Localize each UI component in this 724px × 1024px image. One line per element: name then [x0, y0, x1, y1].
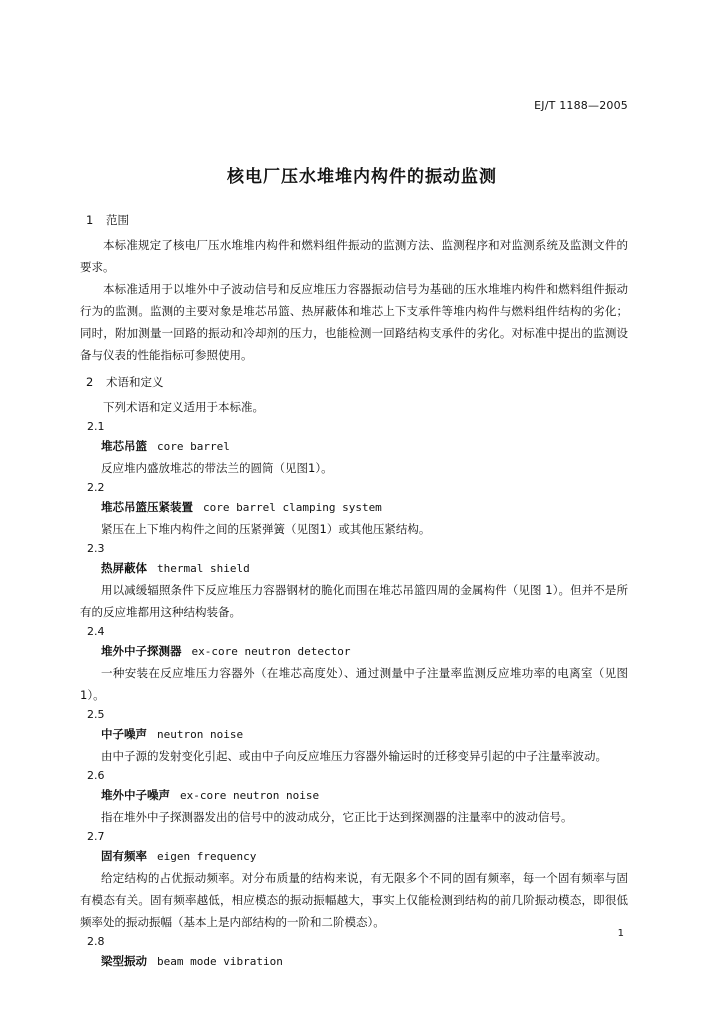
term-en: thermal shield [157, 562, 250, 575]
term-number: 2.8 [87, 935, 105, 948]
term-zh: 堆芯吊篮压紧装置 [101, 500, 193, 514]
term-title [101, 951, 628, 972]
term-en: core barrel [157, 440, 230, 453]
term-en: beam mode vibration [157, 955, 283, 968]
section-title: 术语和定义 [106, 375, 164, 389]
section-title: 范围 [106, 213, 129, 227]
term-title [101, 846, 628, 867]
term-entry [80, 706, 628, 767]
term-entry [80, 767, 628, 828]
section-number: 2 [86, 375, 94, 389]
term-title [101, 724, 628, 745]
term-title [101, 497, 628, 518]
term-title [101, 785, 628, 806]
term-en: core barrel clamping system [203, 501, 382, 514]
term-definition: 由中子源的发射变化引起、或由中子向反应堆压力容器外输运时的迁移变异引起的中子注量率波动。 [101, 749, 607, 763]
term-en: neutron noise [157, 728, 244, 741]
term-entry [80, 828, 628, 933]
term-definition: 指在堆外中子探测器发出的信号中的波动成分，它正比于达到探测器的注量率中的波动信号。 [101, 810, 573, 824]
term-number: 2.7 [87, 830, 105, 843]
document-body [80, 210, 628, 972]
term-en: ex-core neutron detector [191, 645, 351, 658]
term-zh: 堆外中子噪声 [101, 788, 170, 802]
paragraph: 本标准规定了核电厂压水堆堆内构件和燃料组件振动的监测方法、监测程序和对监测系统及监测文件的要求。 [80, 238, 628, 274]
term-number: 2.4 [87, 625, 105, 638]
term-entry [80, 623, 628, 706]
document-title: 核电厂压水堆堆内构件的振动监测 [227, 167, 497, 187]
paragraph: 本标准适用于以堆外中子波动信号和反应堆压力容器振动信号为基础的压水堆堆内构件和燃料组件振动行为的监测。监测的主要对象是堆芯吊篮、热屏蔽体和堆芯上下支承件等堆内构件与燃料组件结构的劣化；同时，附加测量一回路的振动和冷却剂的压力，也能检测一回路结构支承件的劣化。对标准中提出的监测设备与仪表的性能指标可参照使用。 [80, 282, 628, 362]
term-title [101, 436, 628, 457]
section-number: 1 [86, 213, 94, 227]
term-definition: 紧压在上下堆内构件之间的压紧弹簧（见图1）或其他压紧结构。 [101, 522, 431, 536]
standard-number: EJ/T 1188—2005 [534, 99, 628, 112]
term-entry [80, 540, 628, 623]
section-heading-scope [86, 210, 628, 230]
term-number: 2.3 [87, 542, 105, 555]
term-en: eigen frequency [157, 850, 257, 863]
page-number: 1 [617, 928, 624, 939]
term-number: 2.2 [87, 481, 105, 494]
term-definition: 反应堆内盛放堆芯的带法兰的圆筒（见图1）。 [101, 461, 333, 475]
term-definition: 给定结构的占优振动频率。对分布质量的结构来说，有无限多个不同的固有频率，每一个固有频率与固有模态有关。固有频率越低，相应模态的振动振幅越大，事实上仅能检测到结构的前几阶振动模态，即很低频率处的振动振幅（基本上是内部结构的一阶和二阶模态）。 [80, 871, 628, 929]
term-number: 2.6 [87, 769, 105, 782]
term-entry [80, 933, 628, 972]
term-entry [80, 479, 628, 540]
term-zh: 堆芯吊篮 [101, 439, 147, 453]
term-definition: 一种安装在反应堆压力容器外（在堆芯高度处）、通过测量中子注量率监测反应堆功率的电离室（见图1）。 [80, 666, 628, 702]
term-number: 2.5 [87, 708, 105, 721]
term-title [101, 641, 628, 662]
paragraph: 下列术语和定义适用于本标准。 [103, 400, 264, 414]
term-entry [80, 418, 628, 479]
term-zh: 热屏蔽体 [101, 561, 147, 575]
term-zh: 固有频率 [101, 849, 147, 863]
term-zh: 中子噪声 [101, 727, 147, 741]
term-title [101, 558, 628, 579]
term-zh: 堆外中子探测器 [101, 644, 182, 658]
term-en: ex-core neutron noise [180, 789, 320, 802]
term-definition: 用以减缓辐照条件下反应堆压力容器钢材的脆化而围在堆芯吊篮四周的金属构件（见图 1）。但并不是所有的反应堆都用这种结构装备。 [80, 583, 628, 619]
term-zh: 梁型振动 [101, 954, 147, 968]
term-number: 2.1 [87, 420, 105, 433]
section-heading-terms [86, 372, 628, 392]
